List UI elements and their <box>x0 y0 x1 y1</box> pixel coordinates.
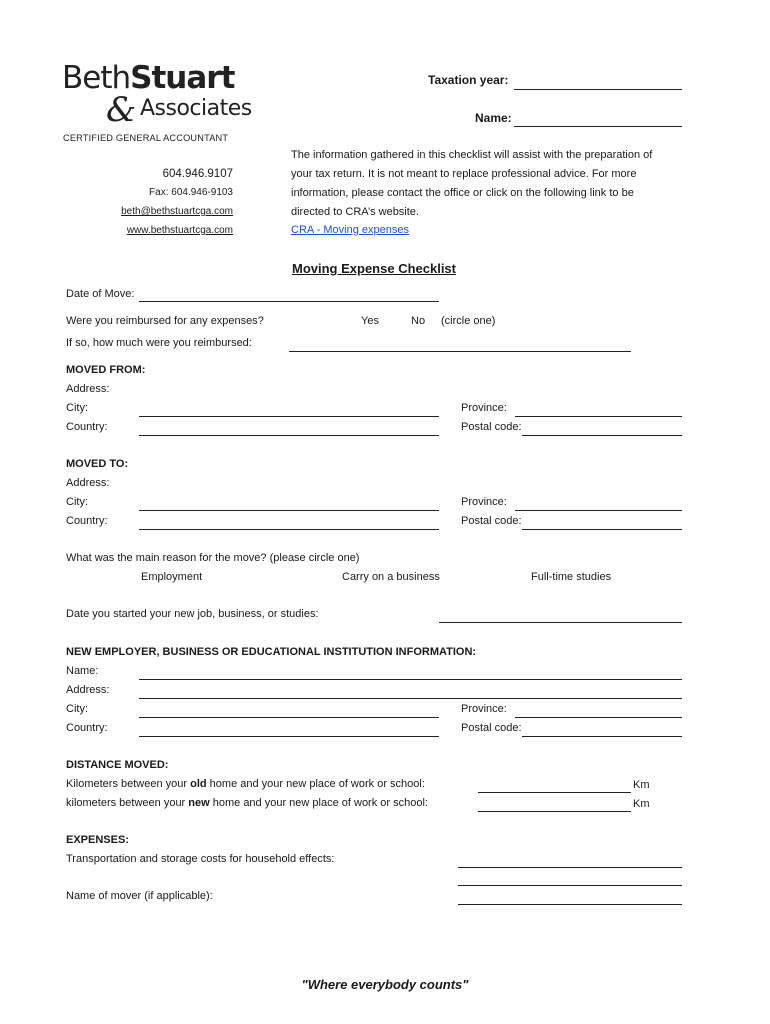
moved-to-postal-field[interactable] <box>522 529 682 530</box>
distance-new-label: kilometers between your new home and your new place of work or school: <box>66 797 428 809</box>
circle-one-note: (circle one) <box>441 315 496 327</box>
mover-name-label: Name of mover (if applicable): <box>66 890 213 902</box>
employer-name-field[interactable] <box>139 679 682 680</box>
moved-from-postal-field[interactable] <box>522 435 682 436</box>
distance-old-unit: Km <box>633 779 650 791</box>
moved-from-address-label: Address: <box>66 383 110 395</box>
employer-address-label: Address: <box>66 684 110 696</box>
distance-old-field[interactable] <box>478 792 631 793</box>
employer-postal-label: Postal code: <box>461 722 522 734</box>
transport-costs-label: Transportation and storage costs for household effects: <box>66 853 335 865</box>
employer-city-field[interactable] <box>139 717 439 718</box>
employer-postal-field[interactable] <box>522 736 682 737</box>
phone-number: 604.946.9107 <box>162 168 233 180</box>
form-title: Moving Expense Checklist <box>292 261 456 276</box>
transport-costs-field-1[interactable] <box>458 867 682 868</box>
distance-old-label: Kilometers between your old home and your new place of work or school: <box>66 778 425 790</box>
logo-ampersand: & <box>106 90 137 130</box>
employer-country-field[interactable] <box>139 736 439 737</box>
moved-to-country-label: Country: <box>66 515 108 527</box>
reimbursed-question: Were you reimbursed for any expenses? <box>66 315 264 327</box>
moved-to-province-field[interactable] <box>515 510 682 511</box>
logo-certification-text: CERTIFIED GENERAL ACCOUNTANT <box>63 133 229 143</box>
name-label: Name: <box>475 111 512 125</box>
moved-to-heading: MOVED TO: <box>66 458 129 470</box>
logo-associates-text: Associates <box>140 96 252 121</box>
employer-province-field[interactable] <box>515 717 682 718</box>
taxation-year-field[interactable] <box>514 89 682 90</box>
moved-to-postal-label: Postal code: <box>461 515 522 527</box>
moved-to-country-field[interactable] <box>139 529 439 530</box>
moved-from-heading: MOVED FROM: <box>66 364 146 376</box>
date-started-field[interactable] <box>439 622 682 623</box>
date-started-label: Date you started your new job, business, or studies: <box>66 608 319 620</box>
distance-heading: DISTANCE MOVED: <box>66 759 169 771</box>
transport-costs-field-2[interactable] <box>458 885 682 886</box>
reimbursed-yes-option[interactable]: Yes <box>361 315 379 327</box>
expenses-heading: EXPENSES: <box>66 834 129 846</box>
moved-from-country-field[interactable] <box>139 435 439 436</box>
employer-address-field[interactable] <box>139 698 682 699</box>
how-much-field[interactable] <box>289 351 631 352</box>
fax-number: Fax: 604.946-9103 <box>149 187 233 198</box>
moved-to-city-field[interactable] <box>139 510 439 511</box>
date-of-move-label: Date of Move: <box>66 288 135 300</box>
logo-beth-text: Beth <box>62 60 131 96</box>
employer-name-label: Name: <box>66 665 99 677</box>
reason-option-studies[interactable]: Full-time studies <box>531 571 612 583</box>
moved-from-province-field[interactable] <box>515 416 682 417</box>
reimbursed-no-option[interactable]: No <box>411 315 426 327</box>
employer-province-label: Province: <box>461 703 507 715</box>
moved-to-city-label: City: <box>66 496 88 508</box>
distance-new-field[interactable] <box>478 811 631 812</box>
moved-to-address-label: Address: <box>66 477 110 489</box>
cra-moving-expenses-link[interactable]: CRA - Moving expenses <box>291 224 409 236</box>
moved-to-province-label: Province: <box>461 496 507 508</box>
how-much-label: If so, how much were you reimbursed: <box>66 337 252 349</box>
moved-from-city-field[interactable] <box>139 416 439 417</box>
distance-new-unit: Km <box>633 798 650 810</box>
name-field[interactable] <box>514 126 682 127</box>
reason-option-employment[interactable]: Employment <box>141 571 203 583</box>
email-link[interactable]: beth@bethstuartcga.com <box>121 206 233 217</box>
moved-from-postal-label: Postal code: <box>461 421 522 433</box>
intro-paragraph: The information gathered in this checklist will assist with the preparation of your tax return. It is not meant to replace professional advice. For more information, please contact the office or click on the following link to be directed to CRA’s website. <box>291 149 653 218</box>
employer-heading: NEW EMPLOYER, BUSINESS OR EDUCATIONAL INSTITUTION INFORMATION: <box>66 646 477 658</box>
taxation-year-label: Taxation year: <box>428 73 509 87</box>
footer-slogan: "Where everybody counts" <box>301 977 469 992</box>
employer-city-label: City: <box>66 703 88 715</box>
moved-from-province-label: Province: <box>461 402 507 414</box>
reason-option-business[interactable]: Carry on a business <box>342 571 440 583</box>
date-of-move-field[interactable] <box>139 301 439 302</box>
mover-name-field[interactable] <box>458 904 682 905</box>
website-link[interactable]: www.bethstuartcga.com <box>126 225 233 236</box>
employer-country-label: Country: <box>66 722 108 734</box>
moved-from-country-label: Country: <box>66 421 108 433</box>
logo-stuart-text: Stuart <box>130 60 235 96</box>
move-reason-question: What was the main reason for the move? (please circle one) <box>66 552 360 564</box>
company-logo <box>62 60 252 150</box>
moved-from-city-label: City: <box>66 402 88 414</box>
